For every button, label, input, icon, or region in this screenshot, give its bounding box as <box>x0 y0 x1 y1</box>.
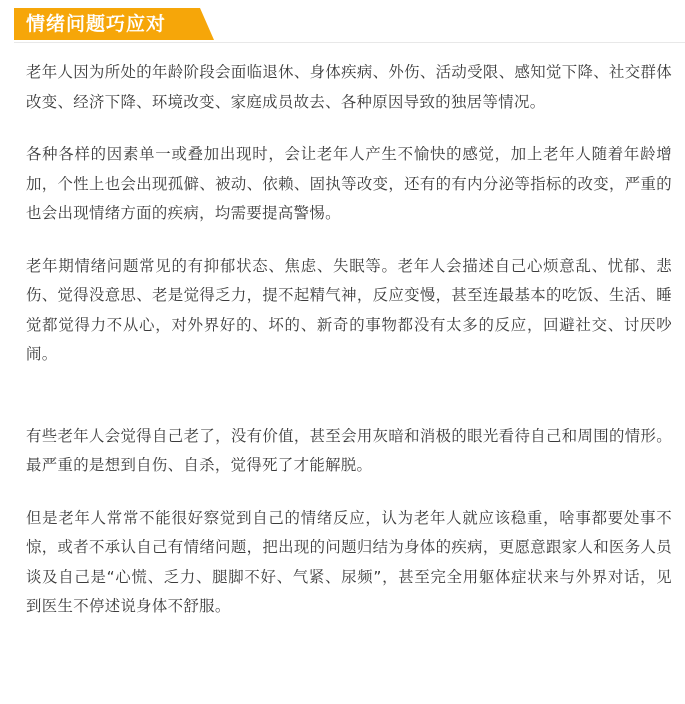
section-title: 情绪问题巧应对 <box>26 13 167 35</box>
paragraph-factors: 各种各样的因素单一或叠加出现时，会让老年人产生不愉快的感觉，加上老年人随着年龄增加，个性上也会出现孤僻、被动、依赖、固执等改变，还有的有内分泌等指标的改变，严重的也会出现情绪方面的疾病，均需要提高警惕。 <box>26 145 672 222</box>
title-bar-notch <box>200 8 214 40</box>
article-body <box>26 58 672 622</box>
paragraph-causes: 老年人因为所处的年龄阶段会面临退休、身体疾病、外伤、活动受限、感知觉下降、社交群体改变、经济下降、环境改变、家庭成员故去、各种原因导致的独居等情况。 <box>26 63 672 111</box>
paragraph-worthlessness: 有些老年人会觉得自己老了，没有价值，甚至会用灰暗和消极的眼光看待自己和周围的情形。最严重的是想到自伤、自杀，觉得死了才能解脱。 <box>26 426 672 474</box>
header-divider <box>14 42 685 43</box>
paragraph-somatization: 但是老年人常常不能很好察觉到自己的情绪反应，认为老年人就应该稳重，啥事都要处事不惊，或者不承认自己有情绪问题，把出现的问题归结为身体的疾病，更愿意跟家人和医务人员谈及自己是“心慌、乏力、腿脚不好、气紧、尿频”，甚至完全用躯体症状来与外界对话，见到医生不停述说身体不舒服。 <box>26 508 672 615</box>
section-header <box>0 0 685 46</box>
paragraph-symptoms: 老年期情绪问题常见的有抑郁状态、焦虑、失眠等。老年人会描述自己心烦意乱、忧郁、悲伤、觉得没意思、老是觉得乏力，提不起精气神，反应变慢，甚至连最基本的吃饭、生活、睡觉都觉得力不从心，对外界好的、坏的、新奇的事物都没有太多的反应，回避社交、讨厌吵闹。 <box>26 256 672 363</box>
